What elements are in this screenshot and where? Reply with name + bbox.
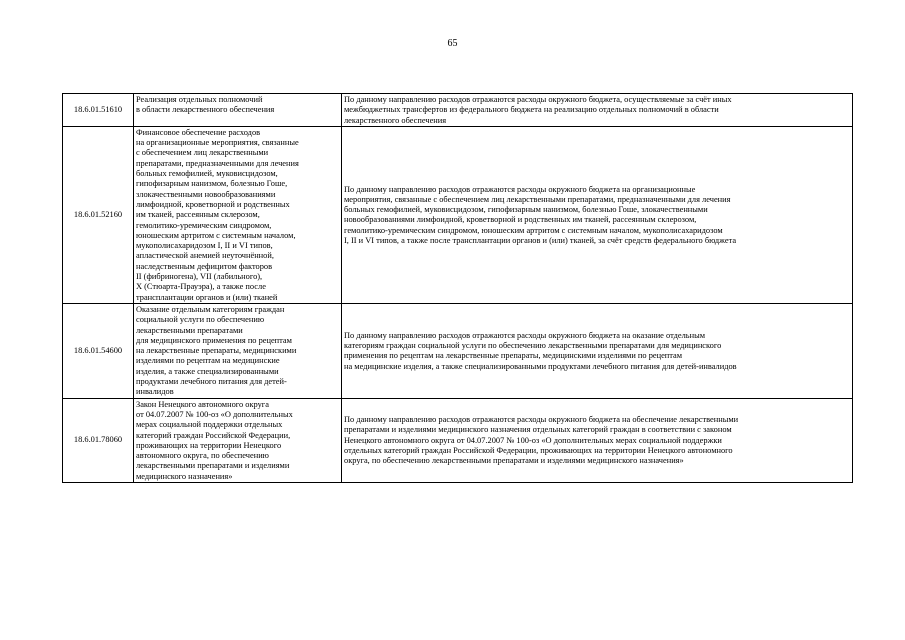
expense-description: По данному направлению расходов отражаются расходы окружного бюджета, осуществляемые за счёт иных межбюджетных трансфертов из федерального бюджета на реализацию отдельных полномочий в области лекарственного обеспечения bbox=[342, 94, 853, 127]
expense-code: 18.6.01.78060 bbox=[63, 398, 134, 482]
expense-code: 18.6.01.51610 bbox=[63, 94, 134, 127]
expense-name: Реализация отдельных полномочий в области лекарственного обеспечения bbox=[134, 94, 342, 127]
expense-name: Финансовое обеспечение расходов на организационные мероприятия, связанные с обеспечением лиц лекарственными препаратами, предназначенными для лечения больных гемофилией, муковисцидозом, гипофизарным нанизмом, болезнью Гоше, злокачественными новообразованиями лимфоидной, кроветворной и родственных им тканей, рассеянным склерозом, гемолитико-уремическим синдромом, юношеским артритом с системным началом, мукополисахаридозом I, II и VI типов, апластической анемией неуточнённой, наследственным дефицитом факторов II (фибриногена), VII (лабильного), X (Стюарта-Прауэра), а также после трансплантации органов и (или) тканей bbox=[134, 126, 342, 303]
table-row bbox=[63, 398, 853, 482]
expense-description: По данному направлению расходов отражаются расходы окружного бюджета на оказание отдельным категориям граждан социальной услуги по обеспечению лекарственными препаратами для медицинского применения по рецептам на лекарственные препараты, медицинскими изделиями по рецептам на медицинские изделия, а также специализированными продуктами лечебного питания для детей-инвалидов bbox=[342, 303, 853, 398]
table-row bbox=[63, 94, 853, 127]
expense-name: Оказание отдельным категориям граждан социальной услуги по обеспечению лекарственными препаратами для медицинского применения по рецептам на лекарственные препараты, медицинскими изделиями по рецептам на медицинские изделия, а также специализированными продуктами лечебного питания для детей- инвалидов bbox=[134, 303, 342, 398]
page-number: 65 bbox=[447, 38, 458, 49]
expense-name: Закон Ненецкого автономного округа от 04.07.2007 № 100-оз «О дополнительных мерах социальной поддержки отдельных категорий граждан Российской Федерации, проживающих на территории Ненецкого автономного округа, по обеспечению лекарственными препаратами и изделиями медицинского назначения» bbox=[134, 398, 342, 482]
expense-description: По данному направлению расходов отражаются расходы окружного бюджета на организационные мероприятия, связанные с обеспечением лиц лекарственными препаратами, предназначенными для лечения больных гемофилией, муковисцидозом, гипофизарным нанизмом, болезнью Гоше, злокачественными новообразованиями лимфоидной, кроветворной и родственных им тканей, рассеянным склерозом, гемолитико-уремическим синдромом, юношеским артритом с системным началом, мукополисахаридозом I, II и VI типов, а также после трансплантации органов и (или) тканей, за счёт средств федерального бюджета bbox=[342, 126, 853, 303]
table-row bbox=[63, 126, 853, 303]
expense-code: 18.6.01.54600 bbox=[63, 303, 134, 398]
expense-description: По данному направлению расходов отражаются расходы окружного бюджета на обеспечение лекарственными препаратами и изделиями медицинского назначения отдельных категорий граждан в соответствии с законом Ненецкого автономного округа от 04.07.2007 № 100-оз «О дополнительных мерах социальной поддержки отдельных категорий граждан Российской Федерации, проживающих на территории Ненецкого автономного округа, по обеспечению лекарственными препаратами и изделиями медицинского назначения» bbox=[342, 398, 853, 482]
expense-code: 18.6.01.52160 bbox=[63, 126, 134, 303]
table-row bbox=[63, 303, 853, 398]
budget-codes-table bbox=[62, 93, 853, 483]
